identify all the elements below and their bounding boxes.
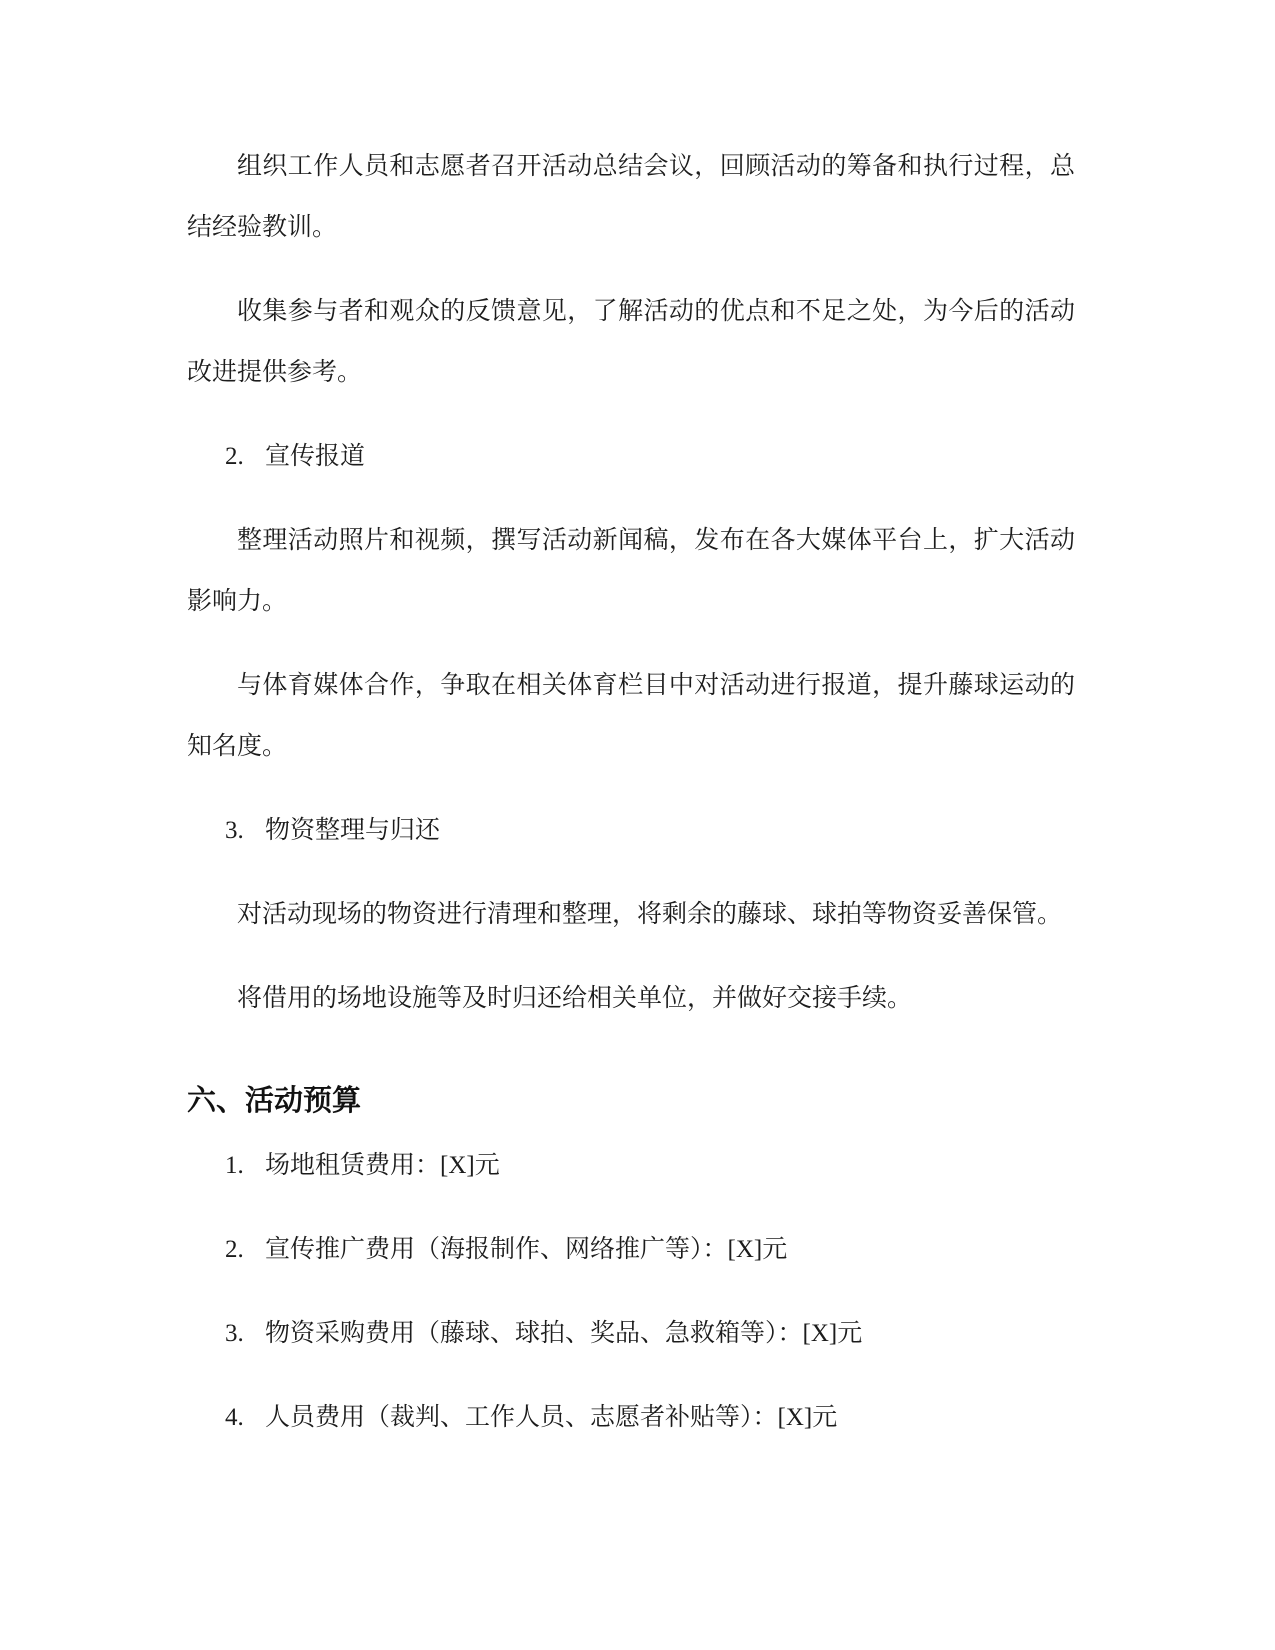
item-number: 2. [225,1236,244,1263]
item-number: 4. [225,1404,244,1431]
item-number: 2. [225,443,244,470]
paragraph-summary-meeting: 组织工作人员和志愿者召开活动总结会议，回顾活动的筹备和执行过程，总结经验教训。 [187,153,1075,241]
paragraph-feedback-collection: 收集参与者和观众的反馈意见，了解活动的优点和不足之处，为今后的活动改进提供参考。 [187,298,1075,386]
item-label: 物资采购费用（藤球、球拍、奖品、急救箱等）：[X]元 [265,1320,863,1347]
paragraph-venue-return: 将借用的场地设施等及时归还给相关单位，并做好交接手续。 [237,985,913,1012]
paragraph-media-publishing: 整理活动照片和视频，撰写活动新闻稿，发布在各大媒体平台上，扩大活动影响力。 [187,527,1075,615]
paragraph-materials-storage: 对活动现场的物资进行清理和整理，将剩余的藤球、球拍等物资妥善保管。 [237,901,1063,928]
numbered-item-materials [187,800,1075,861]
item-number: 3. [225,817,244,844]
budget-item-personnel [187,1387,1075,1448]
item-label: 场地租赁费用：[X]元 [265,1152,500,1179]
budget-item-procurement [187,1303,1075,1364]
budget-item-promotion [187,1219,1075,1280]
section-heading-budget: 六、活动预算 [187,1085,362,1117]
item-label: 宣传报道 [265,443,366,470]
numbered-item-publicity [187,426,1075,487]
item-label: 物资整理与归还 [265,817,441,844]
item-label: 宣传推广费用（海报制作、网络推广等）：[X]元 [265,1236,788,1263]
item-label: 人员费用（裁判、工作人员、志愿者补贴等）：[X]元 [265,1404,838,1431]
paragraph-sports-media: 与体育媒体合作，争取在相关体育栏目中对活动进行报道，提升藤球运动的知名度。 [187,672,1075,760]
budget-item-venue [187,1135,1075,1196]
item-number: 3. [225,1320,244,1347]
item-number: 1. [225,1152,244,1179]
